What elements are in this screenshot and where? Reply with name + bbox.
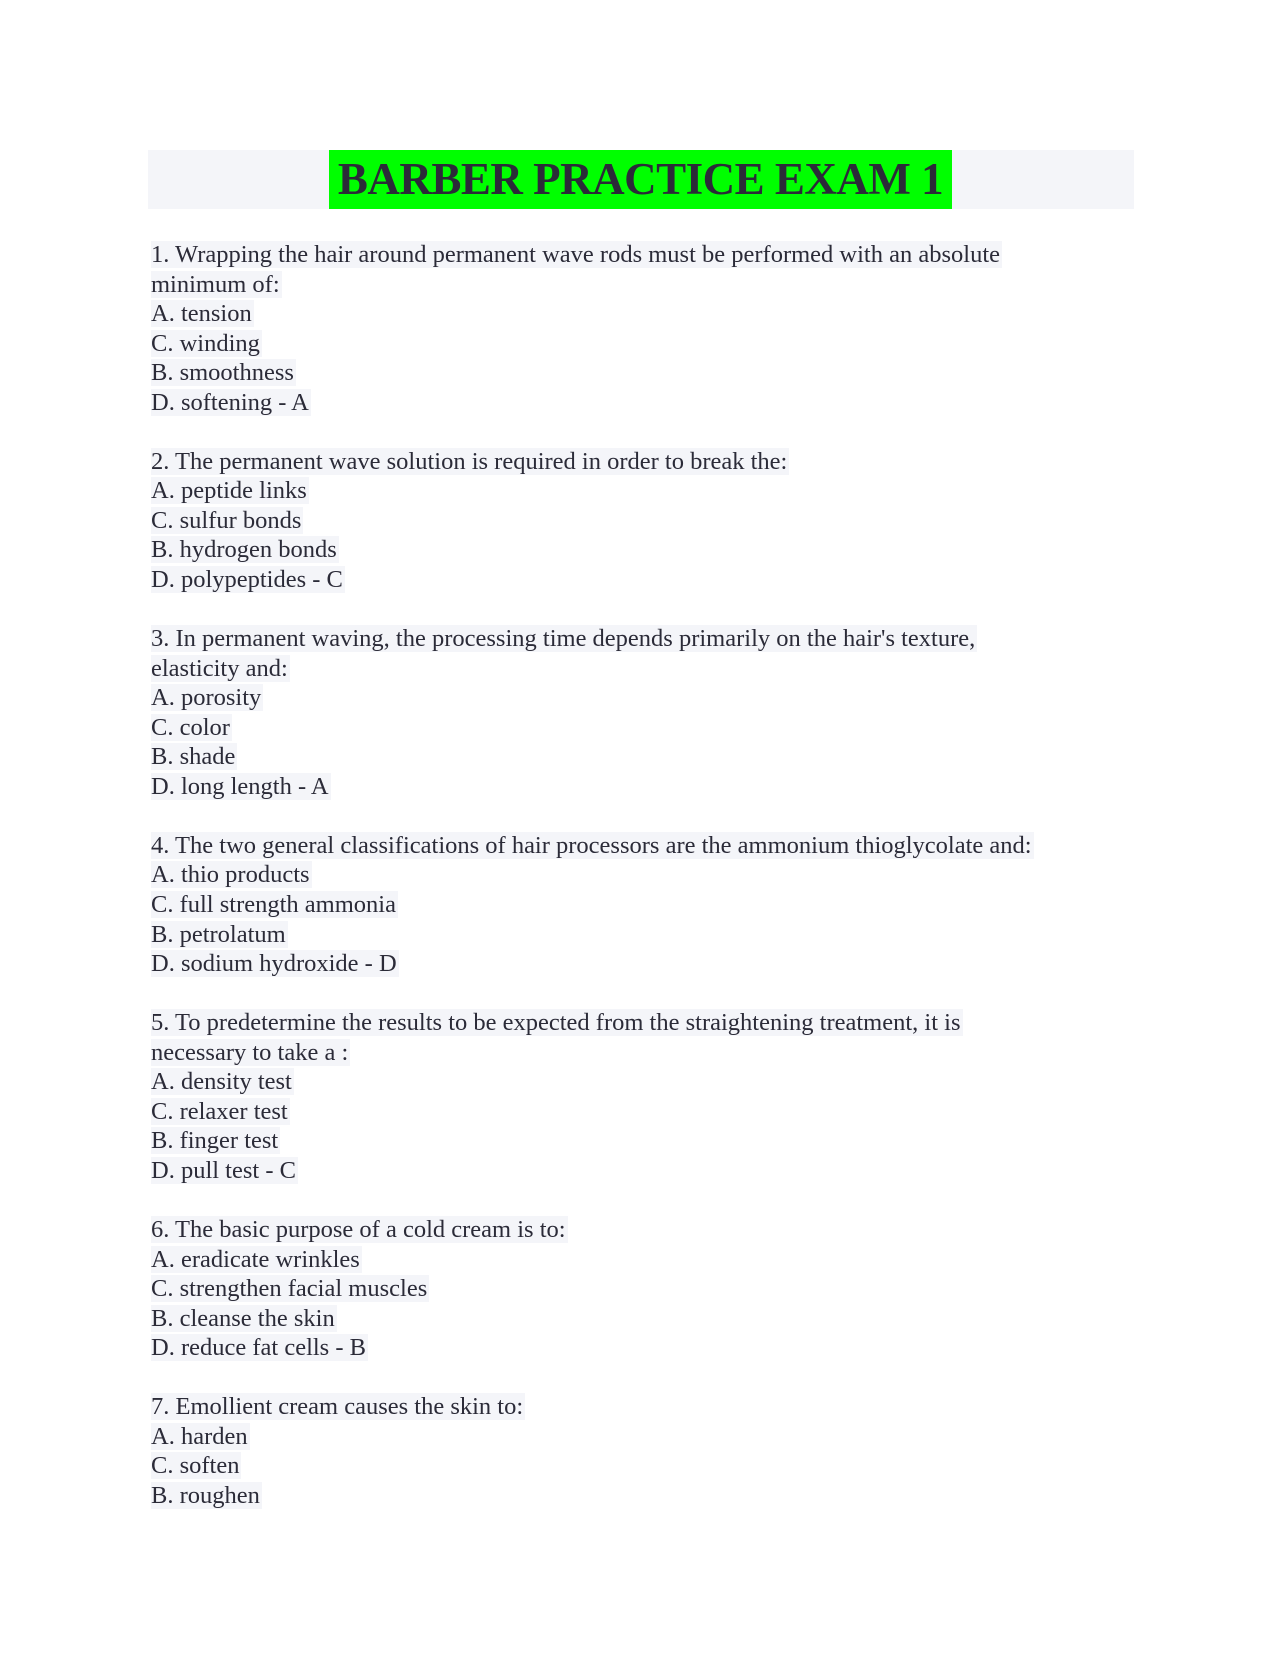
answer-option xyxy=(151,1097,1151,1127)
answer-option xyxy=(151,506,1151,536)
question-4 xyxy=(151,831,1151,979)
answer-option-text: A. tension xyxy=(151,300,252,328)
answer-option-text: D. long length - A xyxy=(151,772,329,800)
answer-option xyxy=(151,1126,1151,1156)
question-1 xyxy=(151,240,1151,417)
answer-option xyxy=(151,860,1151,890)
page-title: BARBER PRACTICE EXAM 1 xyxy=(329,150,952,209)
answer-option-text: D. pull test - C xyxy=(151,1156,296,1184)
question-6 xyxy=(151,1215,1151,1363)
answer-option xyxy=(151,299,1151,329)
answer-option xyxy=(151,1481,1151,1511)
answer-option xyxy=(151,476,1151,506)
answer-option-text: C. strengthen facial muscles xyxy=(151,1275,428,1303)
answer-option xyxy=(151,1067,1151,1097)
answer-option-text: C. color xyxy=(151,713,230,741)
question-text xyxy=(151,1392,1151,1422)
question-text-text: minimum of: xyxy=(151,270,280,298)
answer-option xyxy=(151,1451,1151,1481)
answer-option-text: D. softening - A xyxy=(151,388,309,416)
answer-option-text: A. porosity xyxy=(151,684,262,712)
answer-option xyxy=(151,1274,1151,1304)
question-text-text: necessary to take a : xyxy=(151,1038,349,1066)
answer-option-text: C. relaxer test xyxy=(151,1097,288,1125)
answer-option-text: B. petrolatum xyxy=(151,920,286,948)
question-text-text: 3. In permanent waving, the processing time depends primarily on the hair's texture, xyxy=(151,625,976,653)
answer-option xyxy=(151,1304,1151,1334)
question-text xyxy=(151,831,1151,861)
question-text xyxy=(151,1008,1151,1038)
question-text xyxy=(151,447,1151,477)
answer-option-text: A. eradicate wrinkles xyxy=(151,1245,360,1273)
question-text xyxy=(151,1038,1151,1068)
answer-option-text: C. winding xyxy=(151,329,260,357)
answer-option-text: D. reduce fat cells - B xyxy=(151,1334,366,1362)
answer-option-text: B. shade xyxy=(151,743,236,771)
answer-option xyxy=(151,683,1151,713)
question-2 xyxy=(151,447,1151,595)
answer-option xyxy=(151,1333,1151,1363)
question-text-text: 5. To predetermine the results to be expected from the straightening treatment, it is xyxy=(151,1009,961,1037)
answer-option-text: C. soften xyxy=(151,1452,240,1480)
answer-option xyxy=(151,920,1151,950)
answer-option-text: D. sodium hydroxide - D xyxy=(151,950,397,978)
answer-option xyxy=(151,535,1151,565)
question-text-text: 7. Emollient cream causes the skin to: xyxy=(151,1393,524,1421)
answer-option-text: B. cleanse the skin xyxy=(151,1304,335,1332)
answer-option-text: D. polypeptides - C xyxy=(151,566,343,594)
answer-option-text: B. hydrogen bonds xyxy=(151,536,337,564)
answer-option xyxy=(151,329,1151,359)
question-3 xyxy=(151,624,1151,801)
answer-option xyxy=(151,1422,1151,1452)
question-text xyxy=(151,624,1151,654)
answer-option xyxy=(151,388,1151,418)
question-5 xyxy=(151,1008,1151,1185)
answer-option xyxy=(151,713,1151,743)
answer-option-text: A. peptide links xyxy=(151,477,307,505)
question-text xyxy=(151,654,1151,684)
answer-option xyxy=(151,949,1151,979)
answer-option xyxy=(151,772,1151,802)
question-text xyxy=(151,240,1151,270)
question-text xyxy=(151,270,1151,300)
question-list xyxy=(151,240,1151,1540)
question-text-text: 1. Wrapping the hair around permanent wave rods must be performed with an absolute xyxy=(151,241,1001,268)
answer-option-text: A. density test xyxy=(151,1068,292,1096)
question-text xyxy=(151,1215,1151,1245)
answer-option xyxy=(151,890,1151,920)
answer-option-text: A. thio products xyxy=(151,861,310,889)
answer-option-text: C. full strength ammonia xyxy=(151,891,396,919)
question-7 xyxy=(151,1392,1151,1510)
answer-option xyxy=(151,358,1151,388)
answer-option xyxy=(151,1245,1151,1275)
answer-option-text: B. smoothness xyxy=(151,359,294,387)
question-text-text: 2. The permanent wave solution is required in order to break the: xyxy=(151,447,788,475)
question-text-text: elasticity and: xyxy=(151,654,288,682)
answer-option xyxy=(151,1156,1151,1186)
answer-option-text: A. harden xyxy=(151,1422,248,1450)
answer-option-text: B. roughen xyxy=(151,1481,260,1509)
question-text-text: 6. The basic purpose of a cold cream is to: xyxy=(151,1216,566,1244)
question-text-text: 4. The two general classifications of hair processors are the ammonium thioglycolate and: xyxy=(151,831,1032,859)
answer-option xyxy=(151,742,1151,772)
answer-option-text: B. finger test xyxy=(151,1127,279,1155)
answer-option-text: C. sulfur bonds xyxy=(151,506,302,534)
answer-option xyxy=(151,565,1151,595)
